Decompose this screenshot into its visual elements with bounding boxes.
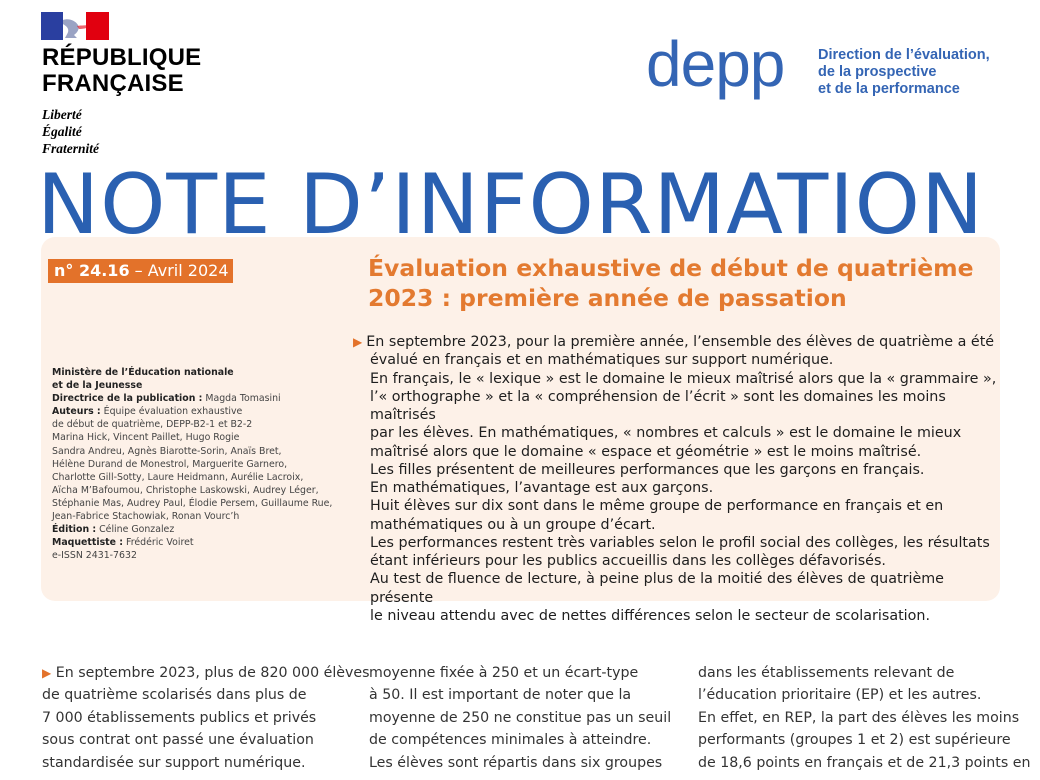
summary-line: par les élèves. En mathématiques, « nombres et calculs » est le domaine le mieux [370,425,962,442]
summary-text [353,333,1003,625]
bullet-triangle-icon: ▶ [42,666,52,680]
authors-credit: Auteurs : Équipe évaluation exhaustive [52,406,243,418]
summary-line: En mathématiques, l’avantage est aux garçons. [370,480,714,496]
summary-line: évalué en français et en mathématiques sur support numérique. [370,352,834,369]
republic-motto [42,106,99,157]
depp-desc-line: de la prospective [818,64,937,80]
issn: e-ISSN 2431-7632 [52,550,137,562]
authors-line: Aïcha M’Bafoumou, Christophe Laskowski, Audrey Léger, [52,484,319,496]
marianne-logo [41,12,109,40]
body-line: performants (groupes 1 et 2) est supérieure [698,732,1011,749]
depp-desc-line: Direction de l’évaluation, [818,47,990,63]
depp-logo: depp [646,28,785,100]
body-line: dans les établissements relevant de [698,665,955,681]
body-line: sous contrat ont passé une évaluation [42,732,314,749]
body-line: de quatrième scolarisés dans plus de [42,687,307,704]
summary-line: maîtrisé alors que le domaine « espace et géométrie » est le moins maîtrisé. [370,443,922,460]
publication-title: NOTE D’INFORMATION [37,156,985,253]
director-credit: Directrice de la publication : Magda Tomasini [52,393,281,405]
body-line: ▶ En septembre 2023, plus de 820 000 élèves [42,665,370,681]
authors-line: Hélène Durand de Monestrol, Marguerite Garnero, [52,458,288,470]
body-line: à 50. Il est important de noter que la [369,687,632,704]
body-column-1 [42,662,370,774]
summary-line: le niveau attendu avec de nettes différences selon le secteur de scolarisation. [370,607,931,624]
authors-line: Charlotte Gill-Sotty, Laure Heidmann, Aurélie Lacroix, [52,471,304,483]
summary-line: Au test de fluence de lecture, à peine plus de la moitié des élèves de quatrième présente [370,571,944,606]
headline-line: Évaluation exhaustive de début de quatrième [368,254,974,282]
issue-date: – Avril 2024 [129,261,229,280]
body-column-3 [698,662,1031,774]
body-line: Les élèves sont répartis dans six groupes [369,754,663,771]
summary-line: étant inférieurs pour les publics accueillis dans les collèges défavorisés. [370,553,886,569]
layout-credit: Maquettiste : Frédéric Voiret [52,537,194,549]
body-line: de compétences minimales à atteindre. [369,732,652,749]
summary-line: Huit élèves sur dix sont dans le même groupe de performance en français et en [370,498,944,515]
depp-desc-line: et de la performance [818,81,960,97]
summary-line: l’« orthographe » et la « compréhension de l’écrit » sont les domaines les moins maîtrisés [370,388,946,423]
body-line: En effet, en REP, la part des élèves les moins [698,709,1020,726]
authors-line: Stéphanie Mas, Audrey Paul, Élodie Persem, Guillaume Rue, [52,497,333,509]
authors-line: Jean-Fabrice Stachowiak, Ronan Vourc’h [52,511,240,523]
article-headline [368,253,998,313]
summary-line: Les filles présentent de meilleures performances que les garçons en français. [370,461,925,478]
body-line: moyenne de 250 ne constitue pas un seuil [369,709,672,726]
summary-line: mathématiques ou à un groupe d’écart. [370,516,656,533]
rf-title-line: FRANÇAISE [42,70,184,97]
summary-line: ▶ En septembre 2023, pour la première année, l’ensemble des élèves de quatrième a été [353,334,995,350]
motto-line: Fraternité [42,141,100,156]
body-column-2 [369,662,672,774]
body-line: 7 000 établissements publics et privés [42,709,317,726]
body-line: l’éducation prioritaire (EP) et les autres. [698,687,982,704]
body-line: standardisée sur support numérique. [42,754,306,771]
summary-line: Les performances restent très variables selon le profil social des collèges, les résultats [370,534,990,551]
bullet-triangle-icon: ▶ [353,335,363,349]
body-line: de 18,6 points en français et de 21,3 points en [698,754,1031,771]
issue-badge [48,259,233,283]
rf-title-line: RÉPUBLIQUE [42,44,202,71]
motto-line: Égalité [42,124,82,139]
authors-line: Marina Hick, Vincent Paillet, Hugo Rogie [52,432,240,444]
headline-line: 2023 : première année de passation [368,284,847,312]
motto-line: Liberté [42,107,82,122]
republique-francaise-title [42,45,201,97]
summary-line: En français, le « lexique » est le domaine le mieux maîtrisé alors que la « grammaire », [370,370,997,387]
ministry-line: Ministère de l’Éducation nationale [52,367,234,378]
authors-line: de début de quatrième, DEPP-B2-1 et B2-2 [52,419,253,431]
issue-number: n° 24.16 [54,261,130,280]
ministry-line: et de la Jeunesse [52,380,143,392]
authors-line: Sandra Andreu, Agnès Biarotte-Sorin, Anaïs Bret, [52,445,282,457]
depp-description [818,47,990,98]
edition-credit: Édition : Céline Gonzalez [52,524,175,536]
publication-credits [52,366,342,562]
body-line: moyenne fixée à 250 et un écart-type [369,665,639,681]
